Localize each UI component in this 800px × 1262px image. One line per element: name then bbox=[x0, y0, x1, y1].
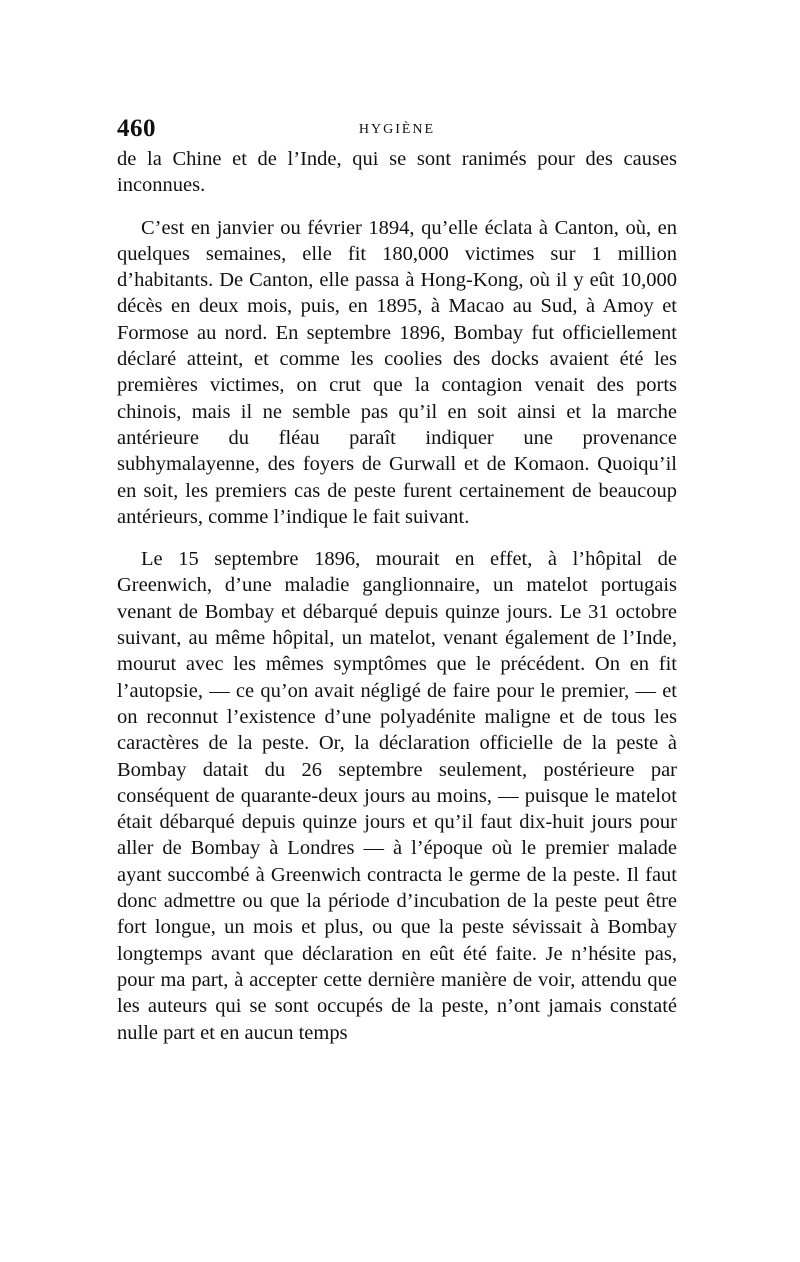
body-text bbox=[117, 146, 677, 1046]
running-title: HYGIÈNE bbox=[358, 122, 436, 137]
paragraph-greenwich-cases: Le 15 septembre 1896, mourait en effet, à l’hôpital de Greenwich, d’une maladie ganglionnaire, un matelot portugais venant de Bombay et débarqué depuis quinze jours. Le 31 octobre suivant, au même hôpital, un matelot, venant également de l’Inde, mourut avec les mêmes symptômes que le précédent. On en fit l’autopsie, — ce qu’on avait négligé de faire pour le premier, — et on reconnut l’existence d’une polyadénite maligne et de tous les caractères de la peste. Or, la déclaration officielle de la peste à Bombay datait du 26 septembre seulement, postérieure par conséquent de quarante-deux jours au moins, — puisque le matelot était débarqué depuis quinze jours et qu’il faut dix-huit jours pour aller de Bombay à Londres — à l’époque où le premier malade ayant succombé à Greenwich contracta le germe de la peste. Il faut donc admettre ou que la période d’incubation de la peste peut être fort longue, un mois et plus, ou que la peste sévissait à Bombay longtemps avant que déclaration en eût été faite. Je n’hésite pas, pour ma part, à accepter cette dernière manière de voir, attendu que les auteurs qui se sont occupés de la peste, n’ont jamais constaté nulle part et en aucun temps bbox=[117, 548, 677, 1044]
page-number: 460 bbox=[117, 115, 156, 142]
running-head bbox=[117, 114, 677, 146]
paragraph-canton-outbreak: C’est en janvier ou février 1894, qu’elle éclata à Canton, où, en quelques semaines, elle fit 180,000 victimes sur 1 million d’habitants. De Canton, elle passa à Hong-Kong, où il y eût 10,000 décès en deux mois, puis, en 1895, à Macao au Sud, à Amoy et Formose au nord. En septembre 1896, Bombay fut officiellement déclaré atteint, et comme les coolies des docks avaient été les premières victimes, on crut que la contagion venait des ports chinois, mais il ne semble pas qu’il en soit ainsi et la marche antérieure du fléau paraît indiquer une provenance subhymalayenne, des foyers de Gurwall et de Komaon. Quoiqu’il en soit, les premiers cas de peste furent certainement de beaucoup antérieurs, comme l’indique le fait suivant. bbox=[117, 216, 677, 528]
paragraph-continuation: de la Chine et de l’Inde, qui se sont ranimés pour des causes inconnues. bbox=[117, 148, 677, 197]
